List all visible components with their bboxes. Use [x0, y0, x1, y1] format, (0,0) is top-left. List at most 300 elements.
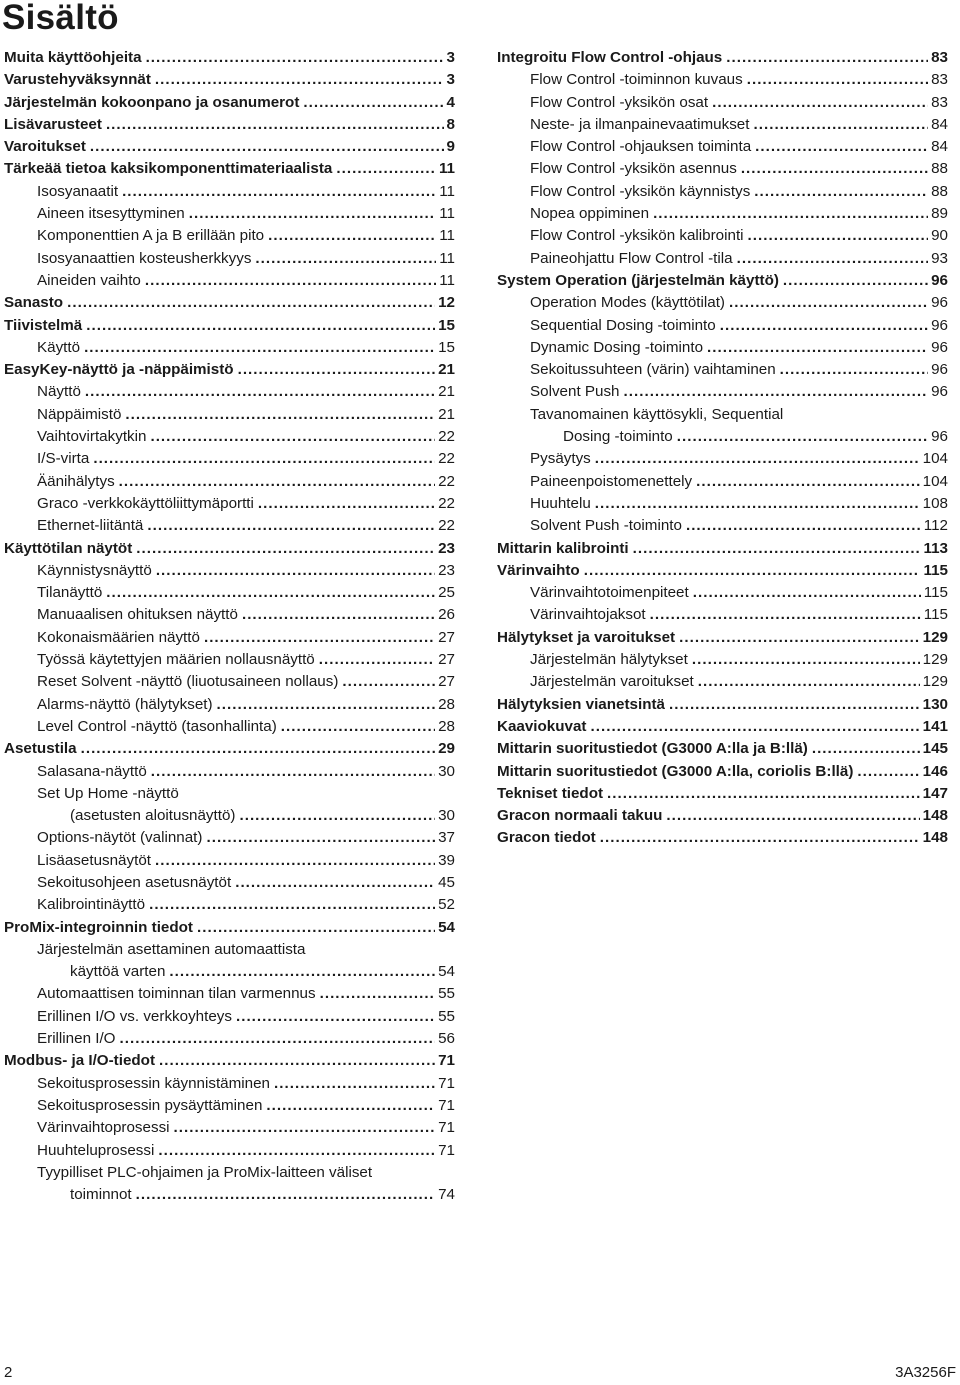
toc-subsection-options-naytot-valinnat[interactable] — [4, 827, 455, 849]
toc-page-number: 104 — [922, 472, 948, 490]
dot-leader — [149, 894, 435, 916]
toc-page-number: 4 — [446, 93, 455, 111]
dot-leader — [84, 337, 435, 359]
dot-leader — [86, 315, 435, 337]
dot-leader — [698, 671, 920, 693]
dot-leader — [238, 359, 436, 381]
toc-subsection-salasana-naytto[interactable] — [4, 761, 455, 783]
toc-page-number: 71 — [438, 1052, 455, 1070]
dot-leader — [147, 515, 435, 537]
dot-leader — [320, 983, 436, 1005]
dot-leader — [136, 538, 435, 560]
toc-entry-text: Tärkeää tietoa kaksikomponenttimateriaalista — [4, 160, 333, 178]
toc-entry-text: I/S-virta — [37, 450, 90, 468]
toc-page-number: 115 — [923, 584, 948, 602]
toc-page-number: 21 — [438, 383, 455, 401]
toc-section-promix-integroinnin-tiedot[interactable] — [4, 917, 455, 939]
dot-leader — [693, 582, 921, 604]
dot-leader — [692, 649, 920, 671]
toc-subsection-tavanomainen-kayttosykli-sequential[interactable] — [497, 426, 948, 448]
toc-subsection-lisaasetusnaytot[interactable] — [4, 850, 455, 872]
toc-subsection-jarjestelman-halytykset[interactable] — [497, 649, 948, 671]
dot-leader — [669, 694, 920, 716]
dot-leader — [155, 850, 435, 872]
dot-leader — [281, 716, 435, 738]
toc-entry-text: Vaihtovirtakytkin — [37, 428, 147, 446]
toc-entry-text: Erillinen I/O — [37, 1030, 116, 1048]
toc-subsection-graco-verkkokayttoliittymaportti[interactable] — [4, 493, 455, 515]
dot-leader — [159, 1050, 435, 1072]
toc-entry-text: Tavanomainen käyttösykli, Sequential — [530, 405, 784, 423]
toc-entry-text: Muita käyttöohjeita — [4, 49, 142, 66]
dot-leader — [590, 716, 919, 738]
dot-leader — [174, 1117, 436, 1139]
toc-subsection-i-s-virta[interactable] — [4, 448, 455, 470]
dot-leader — [67, 292, 435, 314]
toc-section-tarkeaa-tietoa-kaksikomponenttimateriaalista[interactable] — [4, 158, 455, 180]
toc-entry-text: Sekoitussuhteen (värin) vaihtaminen — [530, 361, 776, 379]
toc-section-gracon-tiedot[interactable] — [497, 827, 948, 849]
toc-subsection-huuhtelu[interactable] — [497, 493, 948, 515]
toc-entry-text: Paineenpoistomenettely — [530, 472, 693, 490]
toc-subsection-ethernet-liitanta[interactable] — [4, 515, 455, 537]
dot-leader — [726, 47, 928, 69]
toc-page-number: 52 — [438, 896, 455, 914]
toc-entry-text: Järjestelmän hälytykset — [530, 651, 688, 669]
toc-page-number: 56 — [438, 1030, 455, 1048]
toc-page-number: 104 — [922, 450, 948, 468]
toc-entry-text: Flow Control -yksikön osat — [530, 93, 709, 111]
toc-subsection-manuaalisen-ohituksen-naytto[interactable] — [4, 604, 455, 626]
toc-section-easykey-naytto-ja-nappaimisto[interactable] — [4, 359, 455, 381]
toc-page-number: 3 — [446, 49, 455, 66]
toc-subsection-flow-control-yksikon-asennus[interactable] — [497, 158, 948, 180]
toc-section-mittarin-suoritustiedot-g3000-a-lla-ja-b-lla[interactable] — [497, 738, 948, 760]
toc-page-number: 8 — [446, 115, 455, 133]
toc-subsection-sekoitusprosessin-kaynnistaminen[interactable] — [4, 1073, 455, 1095]
dot-leader — [204, 627, 435, 649]
toc-entry-text: Manuaalisen ohituksen näyttö — [37, 606, 238, 624]
toc-entry-text: Neste- ja ilmanpainevaatimukset — [530, 115, 750, 133]
toc-entry-text: (asetusten aloitusnäyttö) — [70, 807, 236, 825]
toc-section-mittarin-kalibrointi[interactable] — [497, 538, 948, 560]
dot-leader — [150, 426, 435, 448]
toc-subsection-kalibrointinaytto[interactable] — [4, 894, 455, 916]
toc-subsection-varinvaihtoprosessi[interactable] — [4, 1117, 455, 1139]
toc-page-number: 129 — [922, 628, 948, 646]
toc-entry-text: Salasana-näyttö — [37, 762, 147, 780]
dot-leader — [748, 225, 929, 247]
dot-leader — [158, 1140, 435, 1162]
dot-leader — [136, 1184, 435, 1206]
toc-entry-text: Kokonaismäärien näyttö — [37, 628, 200, 646]
toc-subsection-nopea-oppiminen[interactable] — [497, 203, 948, 225]
dot-leader — [258, 493, 435, 515]
toc-entry-text: Set Up Home -näyttö — [37, 784, 179, 802]
dot-leader — [729, 292, 928, 314]
toc-right-column — [497, 47, 948, 850]
toc-entry-text: Äänihälytys — [37, 472, 115, 490]
toc-entry-text: toiminnot — [70, 1186, 132, 1204]
toc-page-number: 93 — [931, 249, 948, 267]
toc-page-number: 22 — [438, 428, 455, 446]
dot-leader — [753, 114, 928, 136]
dot-leader — [81, 738, 436, 760]
toc-page-number: 96 — [931, 294, 948, 312]
dot-leader — [197, 917, 435, 939]
toc-entry-text: Huuhtelu — [530, 494, 591, 512]
toc-page-number: 37 — [438, 829, 455, 847]
toc-entry-text: Paineohjattu Flow Control -tila — [530, 249, 733, 267]
page-title: Sisältö — [2, 0, 119, 37]
dot-leader — [812, 738, 920, 760]
toc-entry-text: Lisäasetusnäytöt — [37, 851, 151, 869]
toc-page-number: 22 — [438, 450, 455, 468]
dot-leader — [741, 158, 928, 180]
toc-subsection-aineen-itsesyttyminen[interactable] — [4, 203, 455, 225]
toc-page-number: 11 — [438, 160, 455, 178]
toc-page-number: 27 — [438, 651, 455, 669]
toc-entry-text: Värinvaihto — [497, 561, 580, 579]
toc-page-number: 29 — [438, 740, 455, 758]
toc-subsection-erillinen-i-o-vs-verkkoyhteys[interactable] — [4, 1006, 455, 1028]
toc-entry-text: EasyKey-näyttö ja -näppäimistö — [4, 361, 234, 379]
toc-page-number: 96 — [931, 316, 948, 334]
toc-page-number: 96 — [931, 361, 948, 379]
toc-page-number: 28 — [438, 695, 455, 713]
dot-leader — [274, 1073, 435, 1095]
toc-section-sanasto[interactable] — [4, 292, 455, 314]
dot-leader — [268, 225, 436, 247]
toc-subsection-sekoitusohjeen-asetusnaytot[interactable] — [4, 872, 455, 894]
toc-page-number: 84 — [931, 115, 948, 133]
toc-entry-text: Järjestelmän varoitukset — [530, 673, 694, 691]
dot-leader — [217, 694, 436, 716]
toc-left-column — [4, 47, 455, 1206]
toc-subsection-paineohjattu-flow-control-tila[interactable] — [497, 248, 948, 270]
toc-page-number: 96 — [931, 338, 948, 356]
toc-page-number: 115 — [923, 561, 948, 579]
toc-entry-text: Sanasto — [4, 294, 64, 312]
dot-leader — [90, 136, 444, 158]
toc-page-number: 74 — [438, 1186, 455, 1204]
toc-page-number: 113 — [923, 539, 948, 557]
dot-leader — [319, 649, 435, 671]
toc-entry-text: Käyttötilan näytöt — [4, 539, 133, 557]
toc-page-number: 145 — [922, 740, 948, 758]
dot-leader — [336, 158, 436, 180]
toc-page-number: 71 — [438, 1119, 455, 1137]
toc-subsection-sekoitussuhteen-varin-vaihtaminen[interactable] — [497, 359, 948, 381]
toc-page-number: 11 — [439, 227, 455, 245]
toc-subsection-isosyanaattien-kosteusherkkyys[interactable] — [4, 248, 455, 270]
toc-page-number: 83 — [931, 71, 948, 89]
dot-leader — [266, 1095, 435, 1117]
toc-subsection-automaattisen-toiminnan-tilan-varmennus[interactable] — [4, 983, 455, 1005]
toc-section-jarjestelman-kokoonpano-ja-osanumerot[interactable] — [4, 92, 455, 114]
toc-page-number: 55 — [438, 1007, 455, 1025]
dot-leader — [169, 961, 435, 983]
toc-page-number: 15 — [438, 316, 455, 334]
toc-subsection-komponenttien-a-ja-b-erillaan-pito[interactable] — [4, 225, 455, 247]
toc-page-number: 115 — [923, 606, 948, 624]
toc-page-number: 71 — [438, 1074, 455, 1092]
dot-leader — [595, 493, 920, 515]
toc-entry-text: Operation Modes (käyttötilat) — [530, 294, 725, 312]
toc-page-number: 54 — [438, 918, 455, 936]
toc-page-number: 129 — [922, 673, 948, 691]
toc-page-number: 9 — [446, 138, 455, 156]
dot-leader — [342, 671, 435, 693]
dot-leader — [653, 203, 928, 225]
toc-subsection-varinvaihtotoimenpiteet[interactable] — [497, 582, 948, 604]
toc-entry-text: Gracon tiedot — [497, 829, 596, 847]
toc-entry-text: Graco -verkkokäyttöliittymäportti — [37, 494, 254, 512]
toc-subsection-naytto[interactable] — [4, 381, 455, 403]
toc-page-number: 88 — [931, 160, 948, 178]
toc-page-number: 23 — [438, 561, 455, 579]
toc-subsection-isosyanaatit[interactable] — [4, 181, 455, 203]
toc-subsection-jarjestelman-asettaminen-automaattista[interactable] — [4, 961, 455, 983]
toc-page-number: 83 — [931, 49, 948, 66]
toc-entry-text: System Operation (järjestelmän käyttö) — [497, 271, 779, 289]
dot-leader — [122, 181, 436, 203]
dot-leader — [120, 1028, 436, 1050]
toc-entry-text: Tilanäyttö — [37, 584, 103, 602]
toc-subsection-pysaytys[interactable] — [497, 448, 948, 470]
dot-leader — [156, 560, 435, 582]
toc-section-system-operation-jarjestelman-kaytto[interactable] — [497, 270, 948, 292]
toc-page-number: 23 — [438, 539, 455, 557]
toc-section-kayttotilan-naytot[interactable] — [4, 538, 455, 560]
toc-section-mittarin-suoritustiedot-g3000-a-lla-coriolis-b-lla[interactable] — [497, 761, 948, 783]
toc-entry-text: Flow Control -toiminnon kuvaus — [530, 71, 743, 89]
toc-entry-text: Mittarin suoritustiedot (G3000 A:lla, coriolis B:llä) — [497, 762, 854, 780]
dot-leader — [624, 381, 929, 403]
toc-entry-text: Huuhteluprosessi — [37, 1141, 155, 1159]
toc-subsection-alarms-naytto-halytykset[interactable] — [4, 694, 455, 716]
toc-section-varoitukset[interactable] — [4, 136, 455, 158]
toc-page-number: 12 — [438, 294, 455, 312]
toc-page-number: 96 — [931, 383, 948, 401]
toc-entry-text: Varustehyväksynnät — [4, 71, 151, 89]
toc-subsection-nappaimisto[interactable] — [4, 404, 455, 426]
toc-section-halytykset-ja-varoitukset[interactable] — [497, 627, 948, 649]
toc-entry-text: Komponenttien A ja B erillään pito — [37, 227, 265, 245]
toc-section-lisavarusteet[interactable] — [4, 114, 455, 136]
toc-subsection-flow-control-toiminnon-kuvaus[interactable] — [497, 69, 948, 91]
toc-entry-text: Käyttö — [37, 338, 81, 356]
toc-subsection-paineenpoistomenettely[interactable] — [497, 471, 948, 493]
dot-leader — [235, 872, 435, 894]
toc-subsection-flow-control-yksikon-kaynnistys[interactable] — [497, 181, 948, 203]
toc-page-number: 96 — [931, 428, 948, 446]
dot-leader — [686, 515, 921, 537]
toc-section-kaaviokuvat[interactable] — [497, 716, 948, 738]
toc-subsection-dynamic-dosing-toiminto[interactable] — [497, 337, 948, 359]
dot-leader — [595, 448, 920, 470]
toc-subsection-sekoitusprosessin-pysayttaminen[interactable] — [4, 1095, 455, 1117]
toc-entry-text: Aineiden vaihto — [37, 271, 141, 289]
dot-leader — [85, 381, 435, 403]
toc-entry-text: Käynnistysnäyttö — [37, 561, 152, 579]
toc-subsection-tyypilliset-plc-ohjaimen-ja-promix-laitteen-valiset[interactable] — [4, 1184, 455, 1206]
toc-section-tiivistelma[interactable] — [4, 315, 455, 337]
toc-entry-text: Näyttö — [37, 383, 81, 401]
toc-entry-text: Järjestelmän asettaminen automaattista — [37, 940, 306, 958]
toc-page-number: 141 — [922, 717, 948, 735]
toc-page-number: 3 — [446, 71, 455, 89]
toc-subsection-tyossa-kaytettyjen-maarien-nollausnaytto[interactable] — [4, 649, 455, 671]
toc-subsection-aineiden-vaihto[interactable] — [4, 270, 455, 292]
toc-entry-text: Sequential Dosing -toiminto — [530, 316, 716, 334]
toc-subsection-vaihtovirtakytkin[interactable] — [4, 426, 455, 448]
dot-leader — [755, 136, 928, 158]
dot-leader — [146, 47, 444, 69]
toc-entry-text: Isosyanaatit — [37, 182, 119, 200]
dot-leader — [747, 69, 928, 91]
toc-page-number: 54 — [438, 963, 455, 981]
dot-leader — [707, 337, 928, 359]
dot-leader — [151, 761, 435, 783]
dot-leader — [93, 448, 435, 470]
toc-subsection-neste-ja-ilmanpainevaatimukset[interactable] — [497, 114, 948, 136]
toc-subsection-flow-control-yksikon-kalibrointi[interactable] — [497, 225, 948, 247]
toc-subsection-level-control-naytto-tasonhallinta[interactable] — [4, 716, 455, 738]
toc-page-number: 30 — [438, 762, 455, 780]
toc-subsection-kaytto[interactable] — [4, 337, 455, 359]
toc-page-number: 30 — [438, 807, 455, 825]
toc-page-number: 28 — [438, 717, 455, 735]
toc-subsection-aanihalytys[interactable] — [4, 471, 455, 493]
toc-entry-text: Lisävarusteet — [4, 115, 102, 133]
toc-subsection-reset-solvent-naytto-liuotusaineen-nollaus[interactable] — [4, 671, 455, 693]
dot-leader — [712, 92, 928, 114]
dot-leader — [106, 582, 435, 604]
toc-subsection-solvent-push[interactable] — [497, 381, 948, 403]
toc-subsection-flow-control-ohjauksen-toiminta[interactable] — [497, 136, 948, 158]
toc-subsection-jarjestelman-varoitukset[interactable] — [497, 671, 948, 693]
toc-subsection-kokonaismaarien-naytto[interactable] — [4, 627, 455, 649]
toc-entry-text: Tiivistelmä — [4, 316, 83, 334]
toc-entry-text: Kaaviokuvat — [497, 717, 587, 735]
toc-entry-text: Dynamic Dosing -toiminto — [530, 338, 704, 356]
toc-entry-text: Alarms-näyttö (hälytykset) — [37, 695, 213, 713]
dot-leader — [677, 426, 928, 448]
toc-page-number: 21 — [438, 361, 455, 379]
toc-section-muita-kayttoohjeita[interactable] — [4, 47, 455, 69]
toc-page-number: 88 — [931, 182, 948, 200]
toc-page-number: 148 — [922, 829, 948, 847]
dot-leader — [189, 203, 437, 225]
toc-section-modbus-ja-i-o-tiedot[interactable] — [4, 1050, 455, 1072]
toc-entry-text: Tyypilliset PLC-ohjaimen ja ProMix-laitteen väliset — [37, 1163, 373, 1181]
toc-page-number: 39 — [438, 851, 455, 869]
toc-subsection-flow-control-yksikon-osat[interactable] — [497, 92, 948, 114]
toc-page-number: 22 — [438, 517, 455, 535]
toc-page-number: 130 — [922, 695, 948, 713]
toc-page-number: 71 — [438, 1096, 455, 1114]
toc-page-number: 11 — [439, 249, 455, 267]
toc-subsection-solvent-push-toiminto[interactable] — [497, 515, 948, 537]
toc-section-gracon-normaali-takuu[interactable] — [497, 805, 948, 827]
toc-page-number: 22 — [438, 494, 455, 512]
toc-subsection-erillinen-i-o[interactable] — [4, 1028, 455, 1050]
dot-leader — [780, 359, 928, 381]
toc-page-number: 45 — [438, 873, 455, 891]
toc-entry-text: Värinvaihtoprosessi — [37, 1119, 170, 1137]
toc-entry-text: Tekniset tiedot — [497, 784, 604, 802]
toc-subsection-tilanaytto[interactable] — [4, 582, 455, 604]
toc-page-number: 112 — [923, 517, 948, 535]
dot-leader — [783, 270, 928, 292]
toc-entry-text: Varoitukset — [4, 138, 86, 156]
toc-entry-text: Nopea oppiminen — [530, 205, 650, 223]
toc-page-number: 27 — [438, 673, 455, 691]
toc-entry-text: Modbus- ja I/O-tiedot — [4, 1052, 156, 1070]
dot-leader — [242, 604, 435, 626]
toc-page-number: 27 — [438, 628, 455, 646]
toc-page-number: 25 — [438, 584, 455, 602]
toc-entry-text: Solvent Push -toiminto — [530, 517, 682, 535]
toc-page-number: 146 — [922, 762, 948, 780]
dot-leader — [119, 471, 435, 493]
toc-page-number: 96 — [931, 271, 948, 289]
toc-subsection-set-up-home-naytto[interactable] — [4, 805, 455, 827]
toc-entry-text: Sekoitusprosessin käynnistäminen — [37, 1074, 270, 1092]
toc-entry-text: Gracon normaali takuu — [497, 807, 663, 825]
dot-leader — [236, 1006, 435, 1028]
toc-page-number: 84 — [931, 138, 948, 156]
dot-leader — [106, 114, 444, 136]
toc-section-asetustila[interactable] — [4, 738, 455, 760]
toc-entry-text: Level Control -näyttö (tasonhallinta) — [37, 717, 277, 735]
toc-entry-text: Mittarin kalibrointi — [497, 539, 629, 557]
toc-section-varustehyvaksynnat[interactable] — [4, 69, 455, 91]
toc-entry-text: Kalibrointinäyttö — [37, 896, 146, 914]
toc-section-tekniset-tiedot[interactable] — [497, 783, 948, 805]
toc-entry-text: Näppäimistö — [37, 405, 122, 423]
dot-leader — [666, 805, 919, 827]
toc-page-number: 71 — [438, 1141, 455, 1159]
toc-subsection-varinvaihtojaksot[interactable] — [497, 604, 948, 626]
toc-entry-text: Options-näytöt (valinnat) — [37, 829, 203, 847]
toc-page-number: 147 — [922, 784, 948, 802]
toc-subsection-huuhteluprosessi[interactable] — [4, 1140, 455, 1162]
toc-subsection-kaynnistysnaytto[interactable] — [4, 560, 455, 582]
dot-leader — [607, 783, 920, 805]
toc-section-integroitu-flow-control-ohjaus[interactable] — [497, 47, 948, 69]
toc-page-number: 90 — [931, 227, 948, 245]
dot-leader — [754, 181, 928, 203]
dot-leader — [650, 604, 921, 626]
toc-entry-text: Värinvaihtotoimenpiteet — [530, 584, 689, 602]
toc-section-varinvaihto[interactable] — [497, 560, 948, 582]
toc-page-number: 108 — [922, 494, 948, 512]
toc-page-number: 55 — [438, 985, 455, 1003]
dot-leader — [145, 270, 436, 292]
toc-entry-text: Hälytykset ja varoitukset — [497, 628, 676, 646]
dot-leader — [303, 92, 443, 114]
toc-page-number: 15 — [438, 338, 455, 356]
toc-entry-text: Flow Control -yksikön asennus — [530, 160, 737, 178]
toc-page-number: 89 — [931, 205, 948, 223]
toc-section-halytyksien-vianetsinta[interactable] — [497, 694, 948, 716]
toc-subsection-sequential-dosing-toiminto[interactable] — [497, 315, 948, 337]
toc-entry-text: Työssä käytettyjen määrien nollausnäyttö — [37, 651, 315, 669]
toc-subsection-operation-modes-kayttotilat[interactable] — [497, 292, 948, 314]
toc-entry-text: Pysäytys — [530, 450, 591, 468]
